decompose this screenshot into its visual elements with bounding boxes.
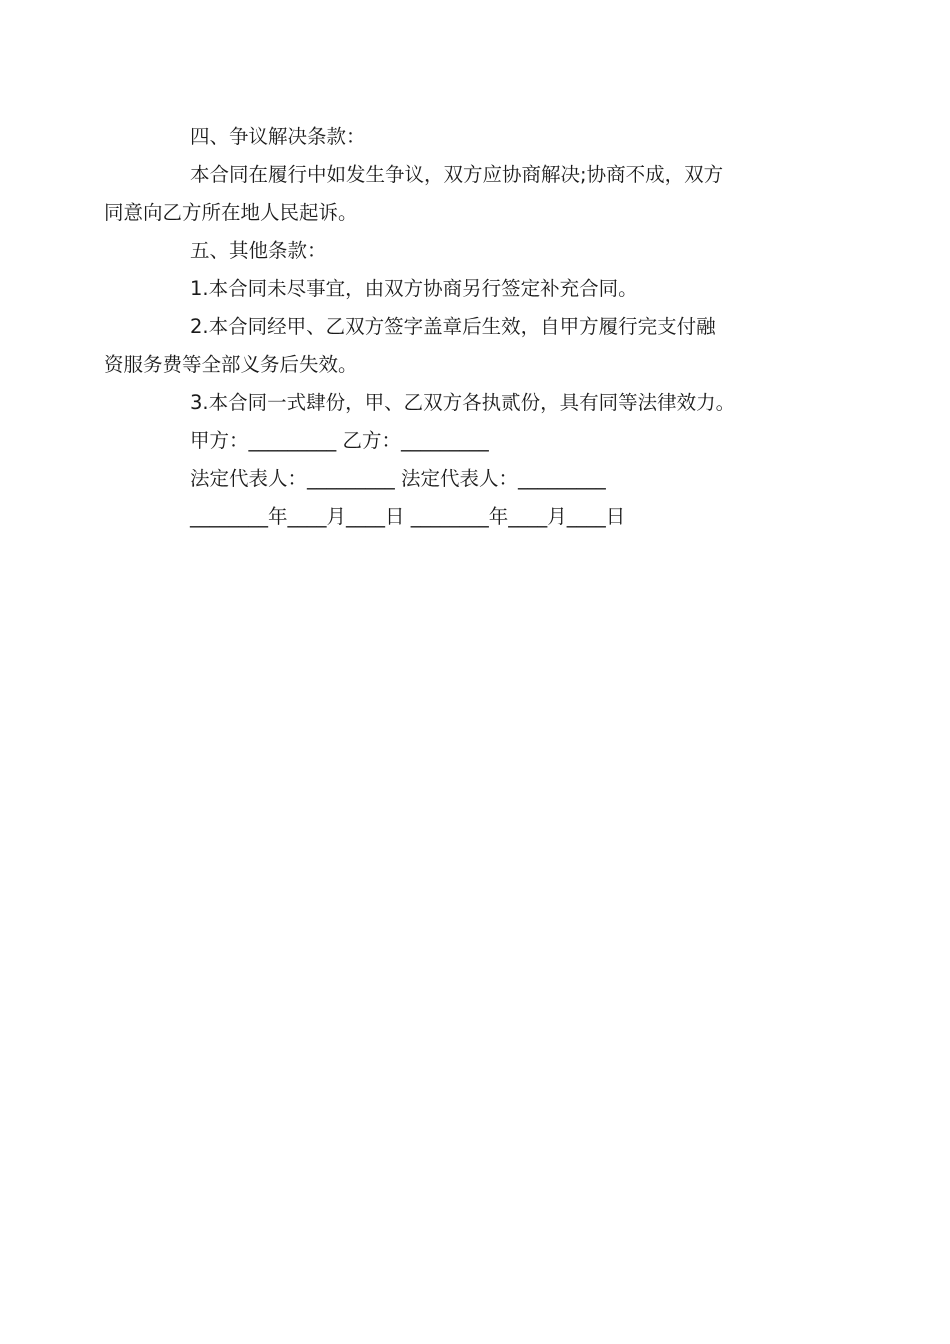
document-body xyxy=(104,118,807,536)
section-5-heading: 五、其他条款： xyxy=(190,239,327,262)
section-5-item-3: 3.本合同一式肆份，甲、乙双方各执贰份，具有同等法律效力。 xyxy=(190,391,736,414)
section-5-item-1: 1.本合同未尽事宜，由双方协商另行签定补充合同。 xyxy=(190,277,638,300)
section-4-line-1: 本合同在履行中如发生争议，双方应协商解决;协商不成，双方 xyxy=(190,163,724,186)
signature-representatives-line: 法定代表人：_________ 法定代表人：_________ xyxy=(190,467,606,490)
section-4-paragraph xyxy=(104,156,807,232)
section-5-item-2-line-2: 资服务费等全部义务后失效。 xyxy=(104,353,358,376)
section-5-item-2 xyxy=(104,308,807,384)
section-5-item-2-line-1: 2.本合同经甲、乙双方签字盖章后生效，自甲方履行完支付融 xyxy=(190,315,716,338)
signature-dates-line: ________年____月____日 ________年____月____日 xyxy=(190,505,626,528)
signature-parties-line: 甲方：_________ 乙方：_________ xyxy=(190,429,489,452)
section-4-line-2: 同意向乙方所在地人民起诉。 xyxy=(104,201,358,224)
section-4-heading: 四、争议解决条款： xyxy=(190,125,366,148)
